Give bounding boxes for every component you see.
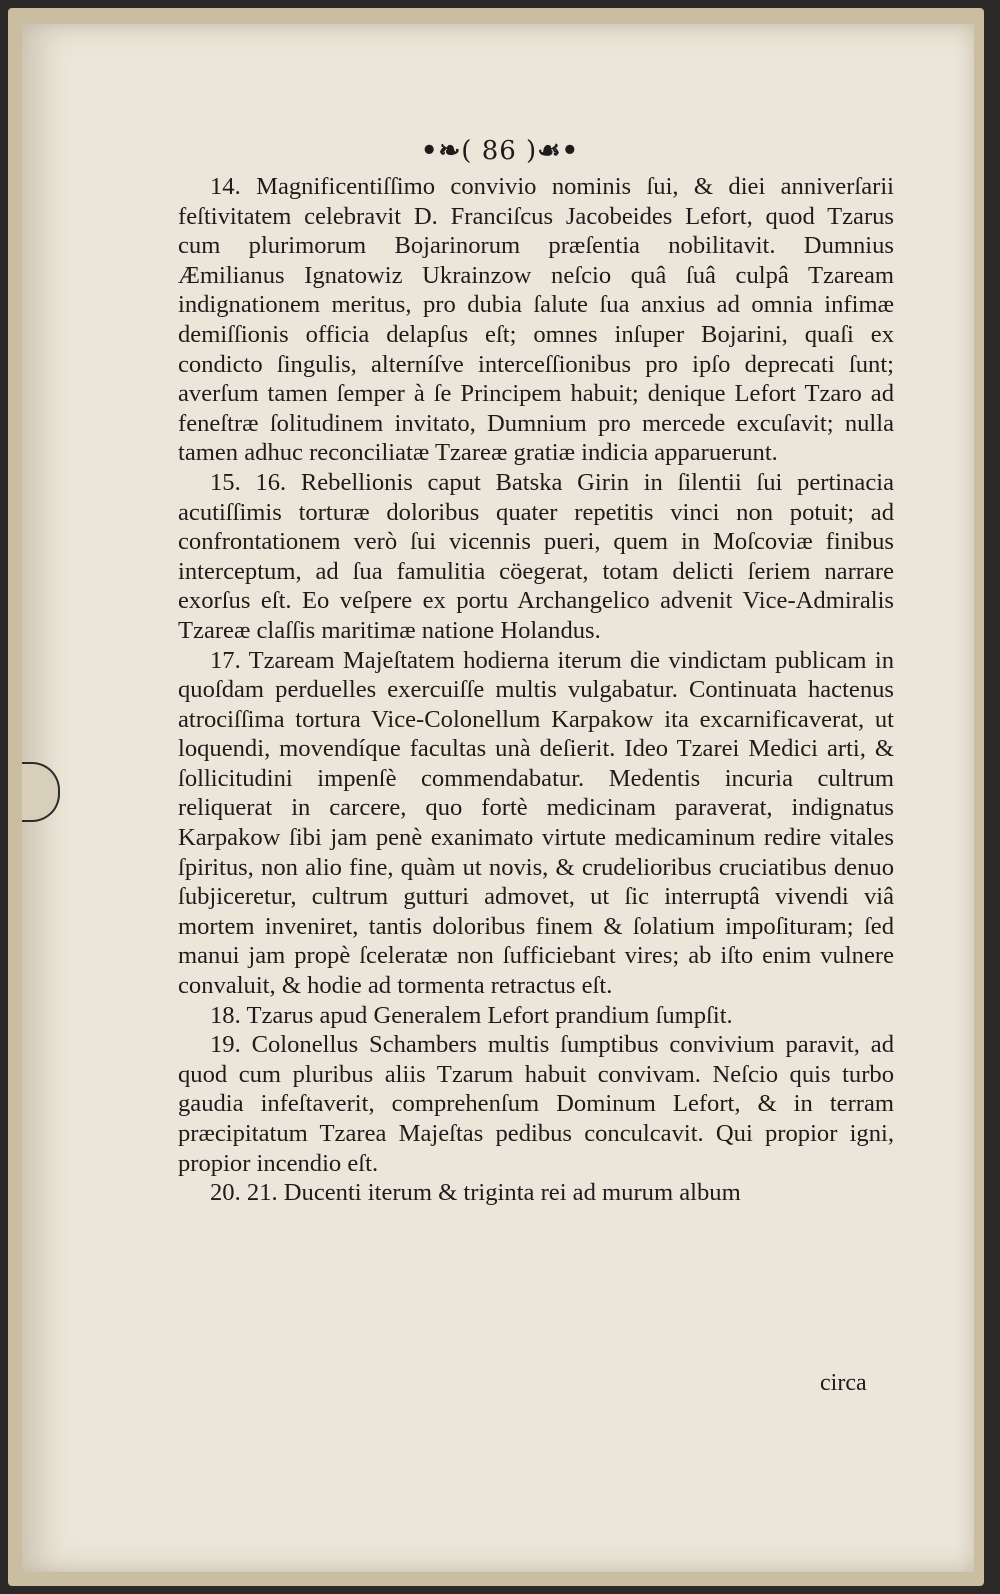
paragraph: 19. Colonellus Schambers multis ſumptibus convivium paravit, ad quod cum pluribus aliis Tzarum habuit convivam. Neſcio quis turbo gaudia infeſtaverit, comprehenſum Dominum Lefort, & in terram præcipitatum Tzarea Majeſtas pedibus conculcavit. Qui propior igni, propior incendio eſt.: [178, 1031, 894, 1177]
body-text: [178, 172, 894, 1208]
paragraph: 20. 21. Ducenti iterum & triginta rei ad murum album: [210, 1179, 741, 1207]
catchword: circa: [820, 1370, 867, 1396]
page-header: [0, 136, 1000, 166]
page-edge-tab: [22, 762, 60, 822]
paragraph: 18. Tzarus apud Generalem Lefort prandium ſumpſit.: [210, 1001, 733, 1029]
ornament-left-icon: •❧: [420, 136, 462, 166]
paragraph: 17. Tzaream Majeſtatem hodierna iterum die vindictam publicam in quoſdam perduelles exercuiſſe multis vulgabatur. Continuata hactenus atrociſſima tortura Vice-Colonellum Karpakow ita excarnificaverat, ut loquendi, movendíque facultas unà deſierit. Ideo Tzarei Medici arti, & ſollicitudini impenſè commendabatur. Medentis incuria cultrum reliquerat in carcere, quo fortè medicinam paraverat, indignatus Karpakow ſibi jam penè exanimato virtute medicaminum redire vitales ſpiritus, non alio fine, quàm ut novis, & crudelioribus cruciatibus denuo ſubjiceretur, cultrum gutturi admovet, ut ſic interruptâ vivendi viâ mortem inveniret, tantis doloribus finem & ſolatium impoſituram; ſed manui jam propè ſceleratæ non ſufficiebant vires; ab iſto enim vulnere convaluit, & hodie ad tormenta retractus eſt.: [178, 646, 894, 1000]
ornament-right-icon: ☙•: [537, 136, 580, 166]
paragraph: 15. 16. Rebellionis caput Batska Girin in ſilentii ſui pertinacia acutiſſimis torturæ doloribus quater repetitis vinci non potuit; ad confrontationem verò ſui vicennis pueri, quem in Moſcoviæ finibus interceptum, ad ſua famulitia cöegerat, totam delicti ſeriem narrare exorſus eſt. Eo veſpere ex portu Archangelico advenit Vice-Admiralis Tzareæ claſſis maritimæ natione Holandus.: [178, 468, 894, 644]
paragraph: 14. Magnificentiſſimo convivio nominis ſui, & diei anniverſarii feſtivitatem celebravit D. Franciſcus Jacobeides Lefort, quod Tzarus cum plurimorum Bojarinorum præſentia nobilitavit. Dumnius Æmilianus Ignatowiz Ukrainzow neſcio quâ ſuâ culpâ Tzaream indignationem meritus, pro dubia ſalute ſua anxius ad omnia infimæ demiſſionis officia delapſus eſt; omnes inſuper Bojarini, quaſi ex condicto ſingulis, alterníſve interceſſionibus pro ipſo deprecati ſunt; averſum tamen ſemper à ſe Principem habuit; denique Lefort Tzaro ad feneſtræ ſolitudinem invitato, Dumnium pro mercede excuſavit; nulla tamen adhuc reconciliatæ Tzareæ gratiæ indicia apparuerunt.: [178, 173, 894, 467]
page-number: ( 86 ): [461, 136, 538, 166]
